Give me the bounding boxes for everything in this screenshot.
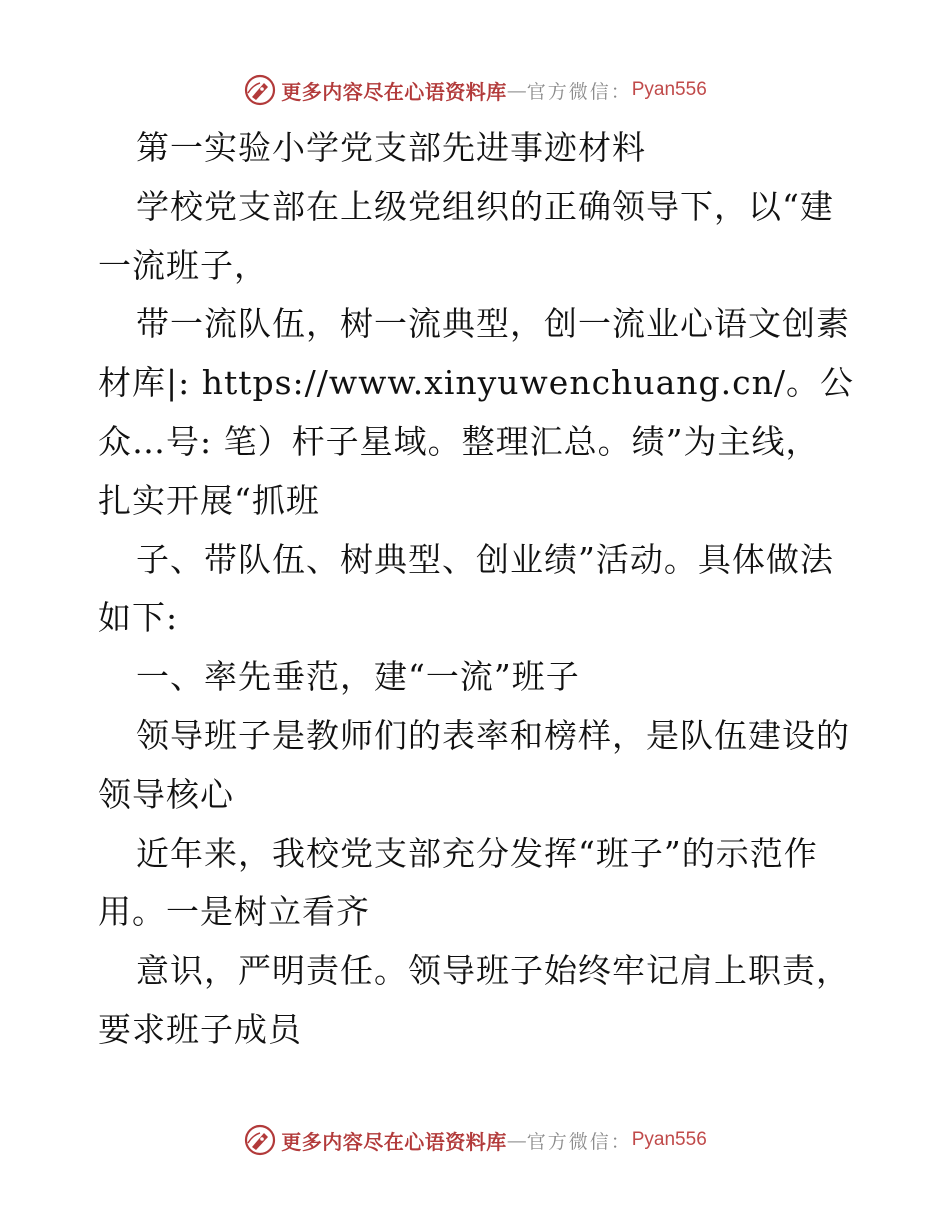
text-line: 扎实开展“抓班 xyxy=(98,480,320,520)
text-line: 意识，严明责任。领导班子始终牢记肩上职责， xyxy=(136,951,850,991)
header-brand-text: 更多内容尽在心语资料库 xyxy=(281,79,507,104)
document-body xyxy=(98,119,858,1060)
text-line: 用。一是树立看齐 xyxy=(98,892,370,932)
footer-banner xyxy=(0,1120,950,1160)
text-line: 子、带队伍、树典型、创业绩”活动。具体做法 xyxy=(136,539,834,579)
header-banner xyxy=(0,70,950,110)
section-heading: 一、率先垂范，建“一流”班子 xyxy=(136,657,580,697)
footer-wechat-label: 官方微信： xyxy=(526,1130,632,1153)
text-line: 近年来，我校党支部充分发挥“班子”的示范作 xyxy=(136,833,818,873)
header-separator: — xyxy=(506,78,527,102)
footer-separator: — xyxy=(506,1128,527,1152)
footer-wechat-id: Pyan556 xyxy=(631,1129,707,1150)
text-line: 一流班子， xyxy=(98,245,268,285)
pen-nib-logo-icon xyxy=(243,1123,277,1157)
text-line: 领导班子是教师们的表率和榜样，是队伍建设的 xyxy=(136,715,850,755)
document-title: 第一实验小学党支部先进事迹材料 xyxy=(136,128,646,167)
text-line: 要求班子成员 xyxy=(98,1009,302,1049)
text-line: 如下: xyxy=(98,598,179,638)
text-line: 带一流队伍，树一流典型，创一流业心语文创素 xyxy=(136,304,850,344)
text-line: 学校党支部在上级党组织的正确领导下，以“建 xyxy=(136,186,834,226)
text-line: 材库|: https://www.xinyuwenchuang.cn/。公 xyxy=(98,363,854,403)
header-wechat-id: Pyan556 xyxy=(631,79,707,100)
pen-nib-logo-icon xyxy=(243,73,277,107)
header-wechat-label: 官方微信： xyxy=(526,80,632,103)
text-line: 众…号: 笔）杆子星域。整理汇总。绩”为主线， xyxy=(98,421,820,461)
footer-brand-text: 更多内容尽在心语资料库 xyxy=(281,1129,507,1154)
text-line: 领导核心 xyxy=(98,774,234,814)
